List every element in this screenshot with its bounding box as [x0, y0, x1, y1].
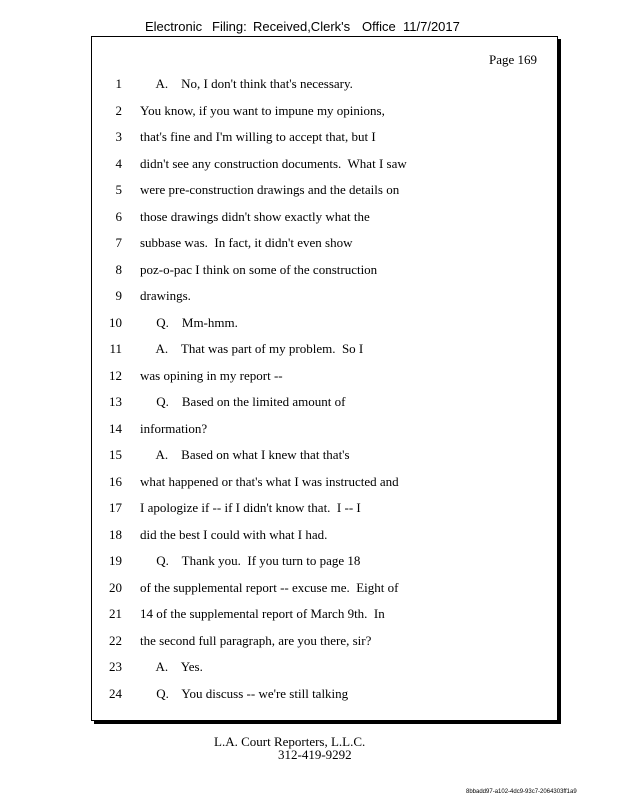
line-text: what happened or that's what I was instructed and — [140, 473, 399, 489]
transcript-line — [92, 604, 557, 624]
line-text: A. Based on what I knew that that's — [140, 447, 350, 462]
line-text: of the supplemental report -- excuse me. Eight of — [140, 579, 399, 595]
line-text: poz-o-pac I think on some of the construction — [140, 261, 378, 277]
filing-header-office: Office — [362, 19, 396, 34]
transcript-line — [92, 472, 557, 492]
transcript-line — [92, 445, 557, 465]
line-text: was opining in my report -- — [140, 367, 283, 383]
filing-header — [0, 19, 618, 35]
line-text: Q. You discuss -- we're still talking — [140, 685, 349, 701]
transcript-line — [92, 127, 557, 147]
line-text: Q. Mm-hmm. — [140, 314, 238, 330]
line-number: 18 — [109, 526, 122, 542]
line-number: 5 — [115, 182, 122, 197]
transcript-line — [92, 180, 557, 200]
transcript-line — [92, 631, 557, 651]
line-number: 8 — [115, 261, 122, 277]
footer-company: L.A. Court Reporters, L.L.C. — [214, 734, 366, 749]
line-number: 21 — [109, 606, 122, 621]
line-number: 3 — [115, 129, 122, 144]
transcript-line — [92, 419, 557, 439]
line-text: information? — [140, 420, 208, 436]
line-text: Q. Based on the limited amount of — [140, 394, 346, 409]
line-number: 2 — [115, 102, 122, 118]
filing-header-filing: Filing: — [212, 19, 247, 34]
line-text: A. No, I don't think that's necessary. — [140, 76, 353, 91]
line-number: 9 — [115, 288, 122, 303]
transcript-line — [92, 286, 557, 306]
line-text: didn't see any construction documents. What I saw — [140, 155, 407, 171]
line-text: 14 of the supplemental report of March 9th. In — [140, 606, 385, 621]
transcript-line — [92, 207, 557, 227]
line-number: 15 — [109, 447, 122, 462]
line-number: 6 — [115, 208, 122, 224]
line-number: 19 — [109, 553, 122, 568]
line-text: Q. Thank you. If you turn to page 18 — [140, 553, 361, 568]
transcript-line — [92, 657, 557, 677]
line-text: You know, if you want to impune my opinions, — [140, 102, 385, 118]
line-number: 24 — [109, 685, 122, 701]
transcript-line — [92, 101, 557, 121]
document-id: 8bbadd97-a102-4dc9-93c7-2064303ff1a9 — [466, 789, 577, 795]
transcript-line — [92, 525, 557, 545]
line-text: I apologize if -- if I didn't know that. I -- I — [140, 500, 361, 515]
transcript-line — [92, 74, 557, 94]
transcript-line — [92, 684, 557, 704]
line-number: 22 — [109, 632, 122, 648]
line-number: 16 — [109, 473, 122, 489]
filing-header-electronic: Electronic — [145, 19, 203, 34]
line-text: the second full paragraph, are you there, sir? — [140, 632, 372, 648]
transcript-line — [92, 578, 557, 598]
line-number: 1 — [115, 76, 122, 91]
transcript-line — [92, 260, 557, 280]
line-number: 11 — [109, 341, 122, 356]
transcript-line — [92, 366, 557, 386]
transcript-line — [92, 339, 557, 359]
line-number: 23 — [109, 659, 122, 674]
transcript-line — [92, 154, 557, 174]
page-number: Page 169 — [488, 52, 537, 67]
transcript-line — [92, 498, 557, 518]
filing-header-date: 11/7/2017 — [403, 19, 460, 34]
transcript-page — [91, 36, 558, 721]
line-number: 20 — [109, 579, 122, 595]
transcript-line — [92, 392, 557, 412]
line-text: those drawings didn't show exactly what the — [140, 208, 370, 224]
line-text: A. That was part of my problem. So I — [140, 341, 364, 356]
line-number: 10 — [109, 314, 122, 330]
line-text: subbase was. In fact, it didn't even show — [140, 235, 353, 250]
line-number: 12 — [109, 367, 122, 383]
line-text: that's fine and I'm willing to accept that, but I — [140, 129, 376, 144]
transcript-line — [92, 233, 557, 253]
line-number: 17 — [109, 500, 122, 515]
transcript-line — [92, 313, 557, 333]
line-number: 4 — [115, 155, 122, 171]
filing-header-received: Received,Clerk's — [253, 19, 351, 34]
footer-phone: 312-419-9292 — [278, 747, 352, 762]
line-text: were pre-construction drawings and the details on — [140, 182, 400, 197]
line-text: A. Yes. — [140, 659, 203, 674]
line-number: 13 — [109, 394, 122, 409]
transcript-line — [92, 551, 557, 571]
line-number: 14 — [109, 420, 122, 436]
line-text: did the best I could with what I had. — [140, 526, 328, 542]
line-number: 7 — [115, 235, 122, 250]
line-text: drawings. — [140, 288, 191, 303]
